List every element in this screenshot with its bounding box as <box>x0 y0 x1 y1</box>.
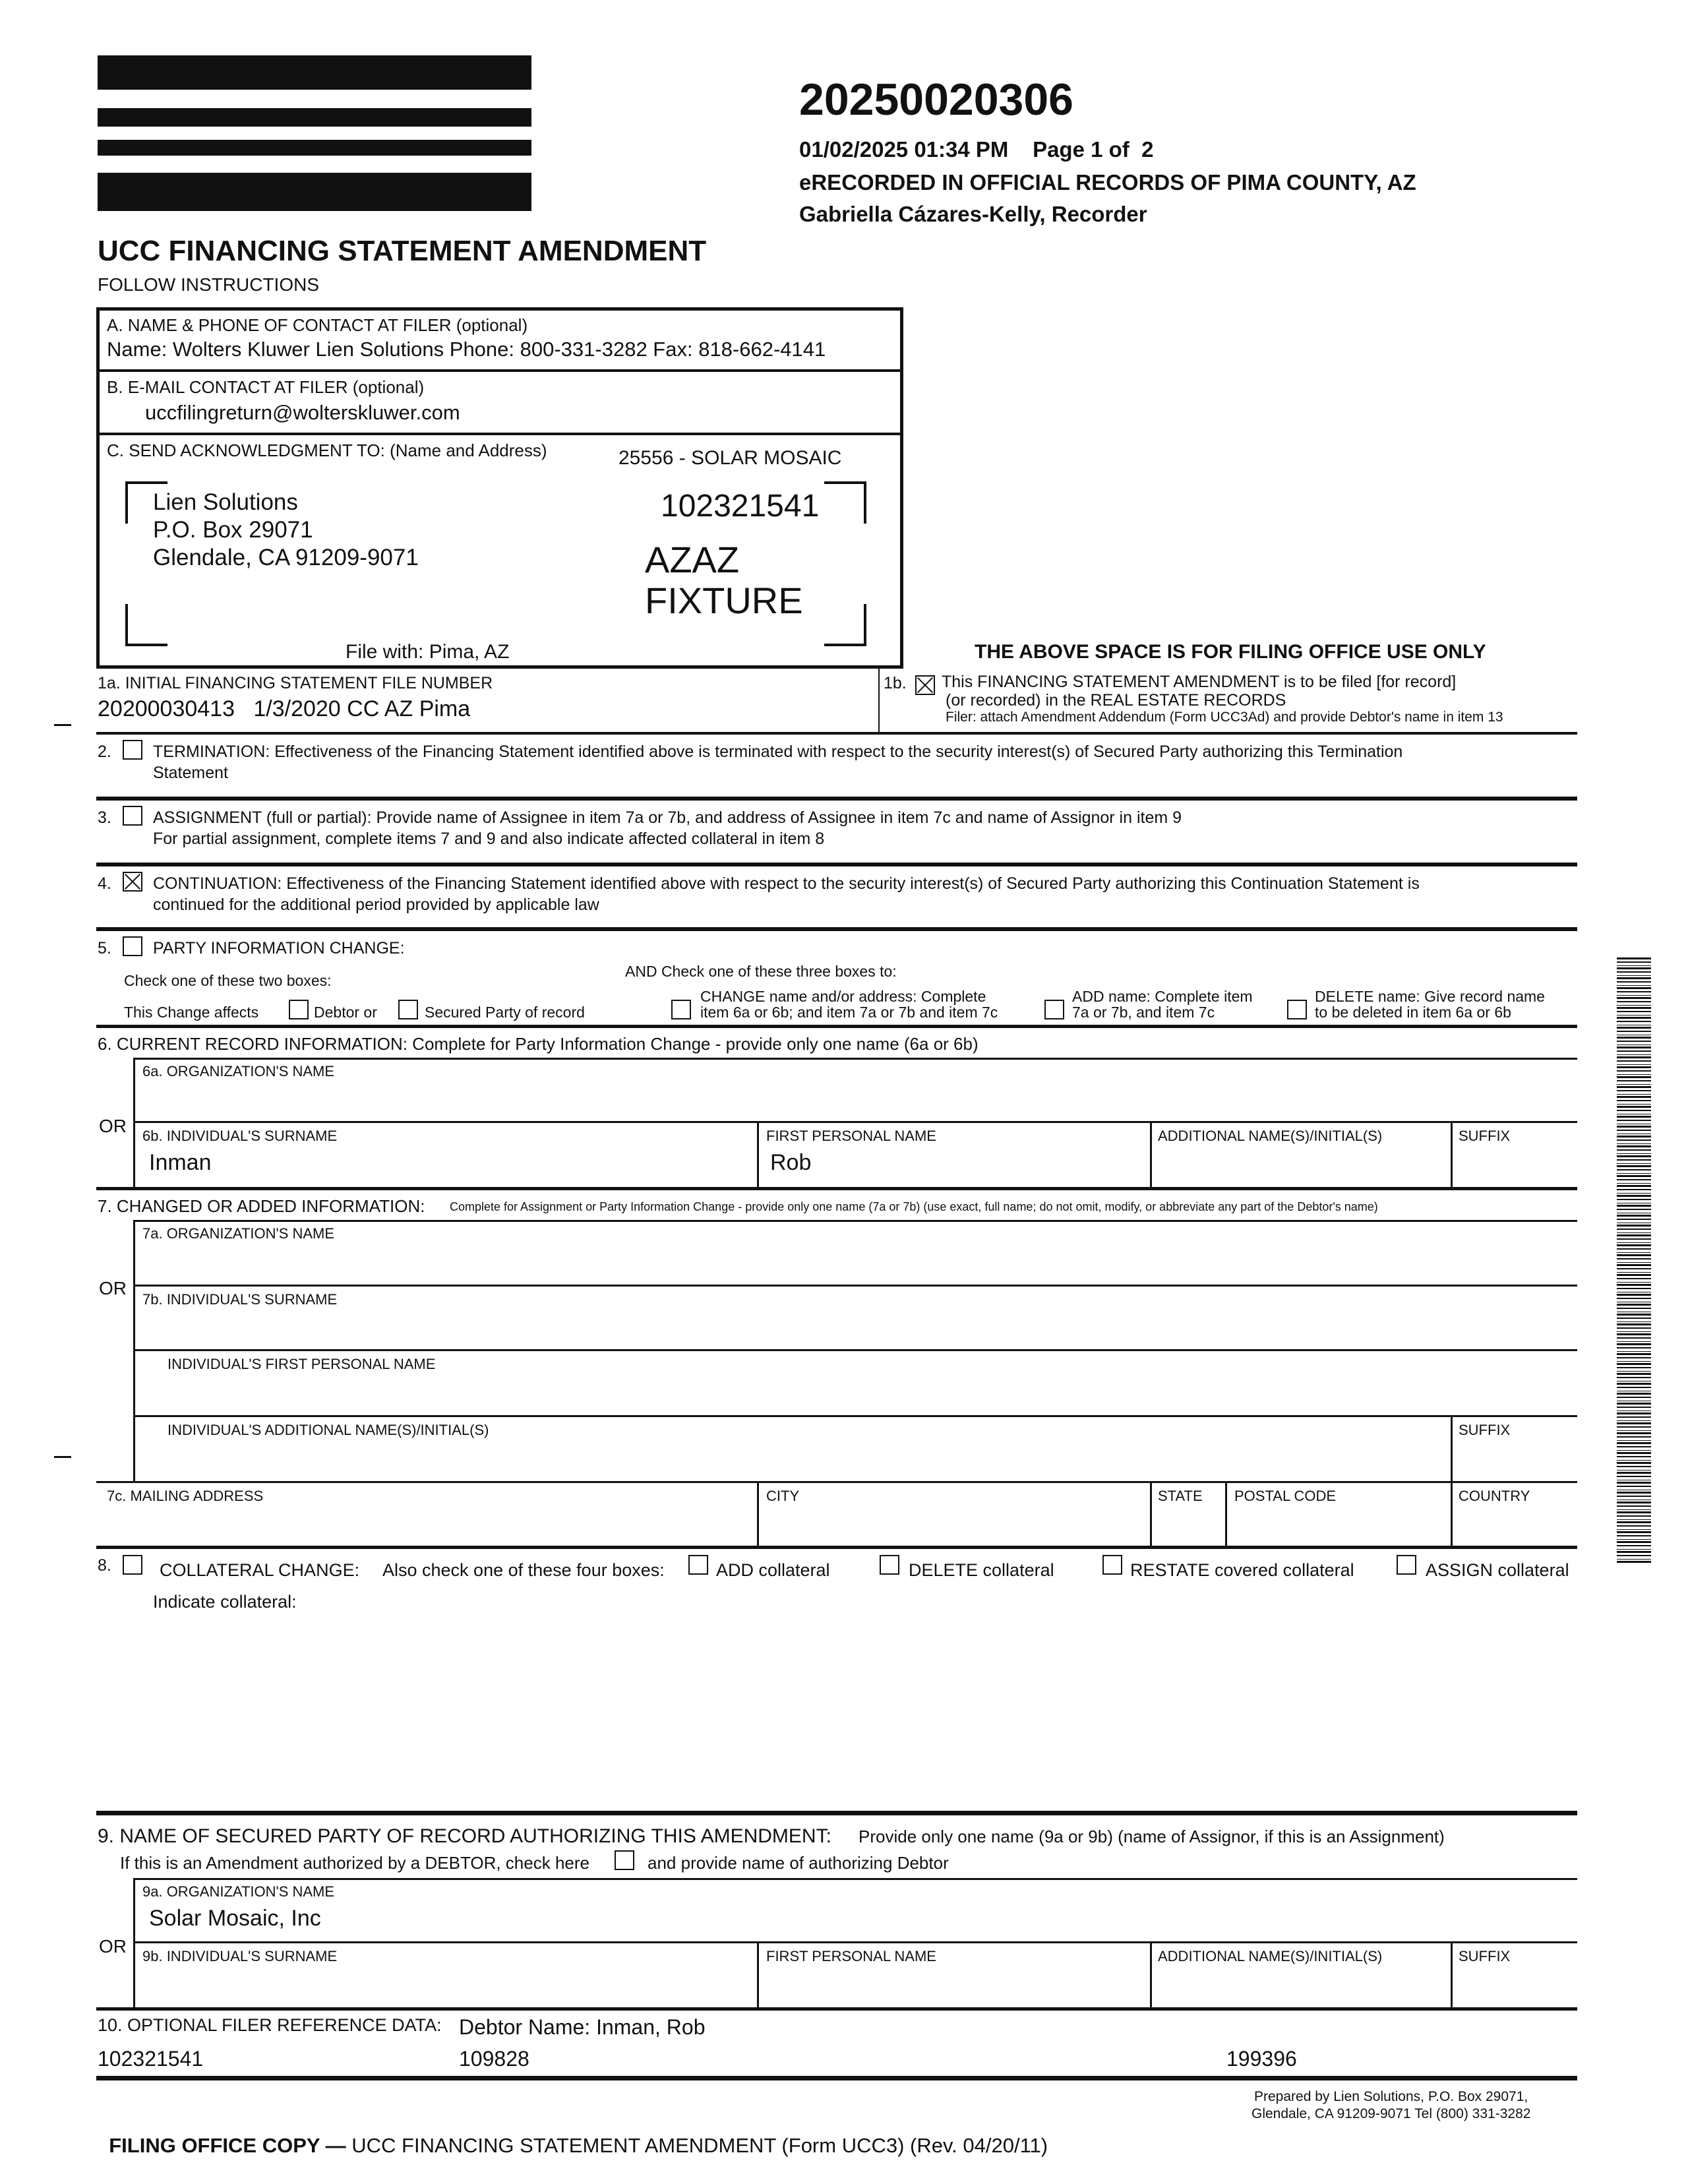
item9-debtor-line-b: and provide name of authorizing Debtor <box>648 1853 949 1873</box>
delete-line1: DELETE name: Give record name <box>1315 988 1545 1005</box>
item7c-mailing-label: 7c. MAILING ADDRESS <box>107 1488 264 1504</box>
item7c-state-rule <box>1150 1481 1152 1548</box>
item2-line2: Statement <box>153 764 228 782</box>
form-title: UCC FINANCING STATEMENT AMENDMENT <box>98 235 707 267</box>
item9-or: OR <box>99 1936 127 1957</box>
recorder-name: Gabriella Cázares-Kelly, Recorder <box>799 202 1147 226</box>
prepared-by-line1: Prepared by Lien Solutions, P.O. Box 29071, <box>1254 2089 1528 2104</box>
item10-bottom-rule <box>96 2076 1577 2080</box>
item6-suffix-label: SUFFIX <box>1459 1128 1511 1144</box>
check-two-boxes: Check one of these two boxes: <box>124 972 332 989</box>
change-affects: This Change affects <box>124 1004 259 1021</box>
debtor-label: Debtor or <box>314 1004 377 1021</box>
item6b-surname: Inman <box>149 1150 212 1175</box>
termination-checkbox[interactable] <box>123 740 142 760</box>
item10-ref2: 109828 <box>459 2047 529 2071</box>
item7b-surname-label: 7b. INDIVIDUAL'S SURNAME <box>142 1291 338 1308</box>
delete-name-checkbox[interactable] <box>1287 1000 1307 1019</box>
item9-additional-label: ADDITIONAL NAME(S)/INITIAL(S) <box>1158 1948 1383 1964</box>
ack-code: 25556 - SOLAR MOSAIC <box>618 447 842 469</box>
item7a-bottom-rule <box>133 1285 1577 1287</box>
item6-col4-rule <box>1451 1121 1453 1190</box>
ack-line-azaz: AZAZ <box>645 539 740 580</box>
item9-col4-rule <box>1451 1941 1453 2010</box>
prepared-by-line2: Glendale, CA 91209-9071 Tel (800) 331-3282 <box>1251 2106 1531 2121</box>
item2-number: 2. <box>98 743 111 761</box>
filing-office-copy: FILING OFFICE COPY <box>109 2134 320 2157</box>
filer-email-label: B. E-MAIL CONTACT AT FILER (optional) <box>107 377 425 397</box>
secured-party-checkbox[interactable] <box>398 1000 418 1019</box>
item4-bottom-rule <box>96 927 1577 931</box>
change-line2: item 6a or 6b; and item 7a or 7b and item 7c <box>700 1004 998 1021</box>
delete-collateral-checkbox[interactable] <box>880 1555 899 1575</box>
item9a-label: 9a. ORGANIZATION'S NAME <box>142 1883 335 1900</box>
item1a-label: 1a. INITIAL FINANCING STATEMENT FILE NUMBER <box>98 674 493 692</box>
item1b-line3: Filer: attach Amendment Addendum (Form UCC3Ad) and provide Debtor's name in item 13 <box>946 710 1503 725</box>
item6-top-rule <box>133 1058 1577 1060</box>
item7-suffix-rule <box>1451 1415 1453 1482</box>
item7a-label: 7a. ORGANIZATION'S NAME <box>142 1225 335 1242</box>
margin-tick-1 <box>54 724 71 726</box>
item7-title: 7. CHANGED OR ADDED INFORMATION: <box>98 1196 425 1216</box>
record-date-page: 01/02/2025 01:34 PM Page 1 of 2 <box>799 137 1154 162</box>
item1b-line2: (or recorded) in the REAL ESTATE RECORDS <box>946 691 1286 710</box>
ack-line-fixture: FIXTURE <box>645 580 803 621</box>
item6-first-label: FIRST PERSONAL NAME <box>766 1128 936 1144</box>
item3-bottom-rule <box>96 863 1577 866</box>
filer-contact-label: A. NAME & PHONE OF CONTACT AT FILER (optional) <box>107 315 528 335</box>
delete-collateral-label: DELETE collateral <box>909 1560 1054 1580</box>
item6-col2-rule <box>757 1121 759 1190</box>
item6b-surname-label: 6b. INDIVIDUAL'S SURNAME <box>142 1128 338 1144</box>
item6-left-rule <box>133 1058 135 1190</box>
add-line2: 7a or 7b, and item 7c <box>1072 1004 1215 1021</box>
ack-address-line1: Lien Solutions <box>153 489 298 515</box>
item6-additional-label: ADDITIONAL NAME(S)/INITIAL(S) <box>1158 1128 1383 1144</box>
margin-tick-2 <box>54 1456 71 1458</box>
item6-title: 6. CURRENT RECORD INFORMATION: Complete for Party Information Change - provide only one name (6a or 6b) <box>98 1034 979 1054</box>
and-check-three: AND Check one of these three boxes to: <box>625 963 897 980</box>
item6a-label: 6a. ORGANIZATION'S NAME <box>142 1063 335 1079</box>
filing-office-space: THE ABOVE SPACE IS FOR FILING OFFICE USE ONLY <box>975 641 1486 663</box>
item6a-bottom-rule <box>133 1121 1577 1123</box>
item8-bottom-rule <box>96 1811 1577 1815</box>
item10-ref1: 102321541 <box>98 2047 204 2071</box>
ack-address-line3: Glendale, CA 91209-9071 <box>153 545 419 570</box>
item9-suffix-label: SUFFIX <box>1459 1948 1511 1964</box>
item6-first-name: Rob <box>770 1150 812 1175</box>
item7-or: OR <box>99 1278 127 1298</box>
item9-col3-rule <box>1150 1941 1152 2010</box>
item4-number: 4. <box>98 874 111 893</box>
item7-left-rule <box>133 1220 135 1482</box>
item6-col3-rule <box>1150 1121 1152 1190</box>
item7-first-bottom-rule <box>133 1415 1577 1417</box>
continuation-checkbox[interactable] <box>123 872 142 892</box>
item3-line2: For partial assignment, complete items 7 and 9 and also indicate affected collateral in item 8 <box>153 830 825 848</box>
recorded-line: eRECORDED IN OFFICIAL RECORDS OF PIMA COUNTY, AZ <box>799 170 1416 195</box>
item1a-value: 20200030413 1/3/2020 CC AZ Pima <box>98 696 471 721</box>
debtor-authorized-checkbox[interactable] <box>615 1850 634 1870</box>
item3-number: 3. <box>98 808 111 827</box>
footer-dash: — <box>320 2134 352 2157</box>
follow-instructions: FOLLOW INSTRUCTIONS <box>98 274 320 295</box>
item7c-city-rule <box>757 1481 759 1548</box>
item7-additional-label: INDIVIDUAL'S ADDITIONAL NAME(S)/INITIAL(S) <box>167 1422 489 1438</box>
item9-bottom-rule <box>96 2007 1577 2011</box>
item5-title: PARTY INFORMATION CHANGE: <box>153 939 405 957</box>
indicate-collateral: Indicate collateral: <box>153 1592 297 1612</box>
item1-divider <box>878 669 880 732</box>
ack-label: C. SEND ACKNOWLEDGMENT TO: (Name and Address) <box>107 440 547 460</box>
change-line1: CHANGE name and/or address: Complete <box>700 988 986 1005</box>
item6-or: OR <box>99 1116 127 1136</box>
item1b-number: 1b. <box>884 674 907 692</box>
item7c-country-label: COUNTRY <box>1459 1488 1530 1504</box>
assign-collateral-checkbox[interactable] <box>1397 1555 1416 1575</box>
item9-debtor-line: If this is an Amendment authorized by a DEBTOR, check here <box>120 1853 589 1873</box>
add-line1: ADD name: Complete item <box>1072 988 1253 1005</box>
item7c-country-rule <box>1451 1481 1453 1548</box>
restate-collateral-label: RESTATE covered collateral <box>1130 1560 1354 1580</box>
assign-collateral-label: ASSIGN collateral <box>1426 1560 1569 1580</box>
filer-email-value: uccfilingreturn@wolterskluwer.com <box>145 401 460 424</box>
item7-top-rule <box>133 1220 1577 1222</box>
item7c-postal-label: POSTAL CODE <box>1234 1488 1337 1504</box>
item9-title: 9. NAME OF SECURED PARTY OF RECORD AUTHORIZING THIS AMENDMENT: <box>98 1825 831 1847</box>
ack-number: 102321541 <box>661 489 820 524</box>
item9a-bottom-rule <box>133 1941 1577 1943</box>
item5-number: 5. <box>98 939 111 957</box>
collateral-change-checkbox[interactable] <box>123 1555 142 1575</box>
item7-additional-bottom-rule <box>96 1481 1577 1483</box>
item7c-postal-rule <box>1225 1481 1227 1548</box>
item10-debtor-name: Debtor Name: Inman, Rob <box>459 2015 706 2039</box>
item9-note: Provide only one name (9a or 9b) (name of Assignor, if this is an Assignment) <box>859 1827 1445 1846</box>
item7b-bottom-rule <box>133 1349 1577 1351</box>
item7c-state-label: STATE <box>1158 1488 1203 1504</box>
item7-first-label: INDIVIDUAL'S FIRST PERSONAL NAME <box>167 1356 436 1372</box>
item4-line2: continued for the additional period provided by applicable law <box>153 895 599 914</box>
restate-collateral-checkbox[interactable] <box>1102 1555 1122 1575</box>
item3-line1: ASSIGNMENT (full or partial): Provide name of Assignee in item 7a or 7b, and address of Assignee in item 7c and name of Assignor in item 9 <box>153 808 1182 827</box>
secured-label: Secured Party of record <box>425 1004 585 1021</box>
party-change-checkbox[interactable] <box>123 936 142 956</box>
item9-top-rule <box>133 1878 1577 1880</box>
debtor-checkbox[interactable] <box>289 1000 309 1019</box>
item1-bottom-rule <box>96 732 1577 735</box>
item9a-org-name: Solar Mosaic, Inc <box>149 1906 321 1931</box>
item7-title-note: Complete for Assignment or Party Information Change - provide only one name (7a or 7b) (use exact, full name; do not omit, modify, or abbreviate any part of the Debtor's name) <box>450 1200 1378 1213</box>
change-name-checkbox[interactable] <box>671 1000 691 1019</box>
ack-address-line2: P.O. Box 29071 <box>153 517 313 543</box>
item9-first-label: FIRST PERSONAL NAME <box>766 1948 936 1964</box>
item8-also: Also check one of these four boxes: <box>382 1560 665 1580</box>
footer-form-name: UCC FINANCING STATEMENT AMENDMENT (Form UCC3) (Rev. 04/20/11) <box>351 2134 1048 2157</box>
item1b-line1: This FINANCING STATEMENT AMENDMENT is to be filed [for record] <box>942 673 1457 691</box>
item7c-city-label: CITY <box>766 1488 800 1504</box>
item7-bottom-rule <box>96 1546 1577 1549</box>
filer-contact-value: Name: Wolters Kluwer Lien Solutions Phone: 800-331-3282 Fax: 818-662-4141 <box>107 338 826 361</box>
item6-bottom-rule <box>96 1187 1577 1190</box>
item9b-surname-label: 9b. INDIVIDUAL'S SURNAME <box>142 1948 338 1964</box>
footer-form-line <box>98 2110 1048 2158</box>
item4-line1: CONTINUATION: Effectiveness of the Financing Statement identified above with respect to the security interest(s) of Secured Party authorizing this Continuation Statement is <box>153 874 1420 893</box>
add-name-checkbox[interactable] <box>1044 1000 1064 1019</box>
item9-col2-rule <box>757 1941 759 2010</box>
item10-ref3: 199396 <box>1226 2047 1297 2071</box>
item5-bottom-rule <box>96 1025 1577 1028</box>
add-collateral-label: ADD collateral <box>716 1560 830 1580</box>
item2-line1: TERMINATION: Effectiveness of the Financing Statement identified above is terminated with respect to the security interest(s) of Secured Party authorizing this Termination <box>153 743 1403 761</box>
document-number: 20250020306 <box>799 75 1074 125</box>
item7-suffix-label: SUFFIX <box>1459 1422 1511 1438</box>
add-collateral-checkbox[interactable] <box>688 1555 708 1575</box>
file-with: File with: Pima, AZ <box>346 641 510 663</box>
item2-bottom-rule <box>96 797 1577 801</box>
assignment-checkbox[interactable] <box>123 806 142 826</box>
item8-title: COLLATERAL CHANGE: <box>160 1560 360 1580</box>
item1b-checkbox[interactable] <box>915 675 935 695</box>
item10-label: 10. OPTIONAL FILER REFERENCE DATA: <box>98 2015 442 2035</box>
side-barcode <box>1617 957 1651 1563</box>
item9-left-rule <box>133 1878 135 2010</box>
delete-line2: to be deleted in item 6a or 6b <box>1315 1004 1511 1021</box>
item8-number: 8. <box>98 1556 111 1575</box>
